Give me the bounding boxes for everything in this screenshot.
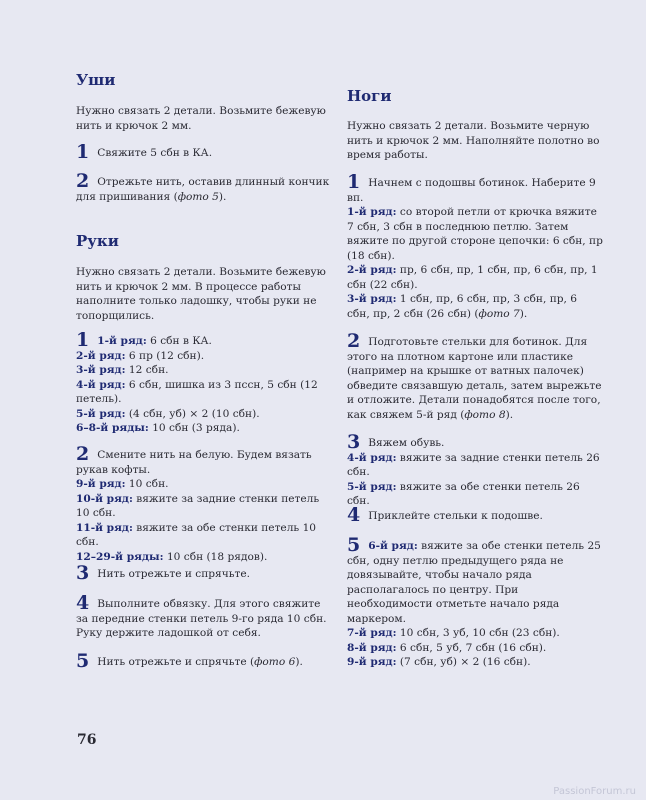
row-text: 6 сбн, 5 уб, 7 сбн (16 сбн).: [399, 641, 547, 654]
row-text: 10 сбн (3 ряда).: [152, 422, 240, 434]
step-text: Выполните обвязку. Для этого свяжите за передние стенки петель 9-го ряда 10 сбн. Руку держите ладошкой от себя.: [76, 598, 327, 639]
row-label: 1-й ряд:: [347, 206, 397, 218]
arms-intro: Нужно связать 2 детали. Возьмите бежевую нить и крючок 2 мм. В процессе работы наполните только ладошку, чтобы руки не топорщились.: [76, 266, 326, 322]
row-text: 12 сбн.: [128, 364, 169, 376]
row-text: вяжите за обе стенки петель 26 сбн.: [347, 480, 580, 507]
step-number: 5: [347, 534, 361, 556]
arms-step-5: [76, 650, 330, 672]
photo-ref: фото 6: [254, 656, 296, 668]
row-label: 2-й ряд:: [76, 349, 126, 362]
row-text-end: ).: [519, 307, 528, 320]
step-number: 1: [76, 329, 90, 351]
row-text: 1 сбн, пр, 6 сбн, пр, 3 сбн, пр, 6 сбн, пр, 2 сбн (26 сбн) (: [347, 293, 578, 320]
legs-step-5: [347, 534, 603, 670]
row-label: 9-й ряд:: [76, 478, 126, 490]
step-text: Нить отрежьте и спрячьте (: [97, 656, 255, 668]
row-text: вяжите за задние стенки петель 10 сбн.: [76, 492, 320, 519]
arms-step-4: [76, 592, 330, 641]
row-text: вяжите за обе стенки петель 10 сбн.: [76, 521, 317, 548]
row-label: 5-й ряд:: [347, 480, 397, 493]
step-text: Вяжем обувь.: [368, 437, 445, 449]
step-text: Подготовьте стельки для ботинок. Для этого на плотном картоне или пластике (например на крышке от ватных палочек) обведите связавшую деталь, затем вырежьте и отложите. Детали понадобятся после того, как свяжем 5-й ряд (: [347, 336, 602, 421]
step-number: 2: [76, 443, 90, 465]
step-text-end: ).: [218, 190, 227, 203]
step-number: 2: [347, 330, 361, 352]
row-label: 2-й ряд:: [347, 264, 397, 276]
step-text: Приклейте стельки к подошве.: [368, 510, 543, 522]
row-text: (7 сбн, уб) × 2 (16 сбн).: [399, 656, 531, 668]
step-text: Нить отрежьте и спрячьте.: [97, 568, 250, 580]
legs-step-4: [347, 504, 603, 526]
step-number: 5: [76, 650, 90, 672]
step-number: 2: [76, 170, 90, 192]
row-label: 6-й ряд:: [368, 540, 418, 552]
row-text: 10 сбн, 3 уб, 10 сбн (23 сбн).: [399, 627, 560, 639]
page-number: 76: [77, 732, 97, 748]
step-number: 4: [76, 592, 90, 614]
ears-step-2: [76, 170, 330, 204]
legs-intro: Нужно связать 2 детали. Возьмите черную нить и крючок 2 мм. Наполняйте полотно во время работы.: [347, 120, 600, 161]
row-text: 6 пр (12 сбн).: [128, 349, 205, 362]
legs-step-2: [347, 330, 603, 422]
arms-step-2: [76, 443, 330, 564]
ears-step-1: [76, 141, 330, 163]
step-number: 4: [347, 504, 361, 526]
step-text: Свяжите 5 сбн в КА.: [97, 147, 213, 159]
step-number: 1: [347, 171, 361, 193]
row-text: пр, 6 сбн, пр, 1 сбн, пр, 6 сбн, пр, 1 сбн (22 сбн).: [347, 264, 598, 291]
photo-ref: фото 5: [177, 190, 219, 203]
row-text: 6 сбн, шишка из 3 пссн, 5 сбн (12 петель).: [76, 378, 318, 405]
step-number: 3: [76, 562, 90, 584]
row-label: 1-й ряд:: [97, 335, 147, 347]
row-label: 11-й ряд:: [76, 521, 133, 534]
row-text: 10 сбн.: [128, 478, 169, 490]
legs-heading: Ноги: [347, 87, 392, 105]
row-label: 6–8-й ряды:: [76, 422, 149, 434]
arms-heading: Руки: [76, 232, 119, 250]
row-label: 8-й ряд:: [347, 641, 397, 654]
arms-step-3: [76, 562, 330, 584]
row-label: 7-й ряд:: [347, 627, 397, 639]
row-text: вяжите за задние стенки петель 26 сбн.: [347, 451, 600, 478]
ears-heading: Уши: [76, 71, 116, 89]
ears-intro: Нужно связать 2 детали. Возьмите бежевую нить и крючок 2 мм.: [76, 105, 326, 132]
row-label: 5-й ряд:: [76, 407, 126, 420]
legs-step-3: [347, 431, 603, 509]
watermark: PassionForum.ru: [553, 786, 636, 797]
step-number: 3: [347, 431, 361, 453]
step-text: Отрежьте нить, оставив длинный кончик для пришивания (: [76, 176, 330, 203]
row-text: 6 сбн в КА.: [150, 335, 212, 347]
legs-step-1: [347, 171, 603, 321]
step-text-end: ).: [295, 656, 303, 668]
row-label: 4-й ряд:: [76, 378, 126, 391]
row-label: 9-й ряд:: [347, 656, 397, 668]
row-label: 12–29-й ряды:: [76, 550, 164, 563]
step-text: Начнем с подошвы ботинок. Наберите 9 вп.: [347, 177, 596, 204]
photo-ref: фото 8: [464, 408, 506, 421]
row-label: 3-й ряд:: [76, 364, 126, 376]
row-label: 4-й ряд:: [347, 451, 397, 464]
row-text: со второй петли от крючка вяжите 7 сбн, 3 сбн в последнюю петлю. Затем вяжите по другой стороне цепочки: 6 сбн, пр (18 сбн).: [347, 206, 603, 262]
row-text: вяжите за обе стенки петель 25 сбн, одну петлю предыдущего ряда не довязывайте, чтобы начало ряда располагалось по центру. При необходимости отметьте начало ряда маркером.: [347, 540, 601, 625]
arms-step-1: [76, 329, 330, 436]
row-label: 3-й ряд:: [347, 293, 397, 305]
row-text: 10 сбн (18 рядов).: [166, 550, 268, 563]
step-number: 1: [76, 141, 90, 163]
photo-ref: фото 7: [478, 307, 520, 320]
step-text: Смените нить на белую. Будем вязать рукав кофты.: [76, 449, 312, 476]
step-text-end: ).: [505, 408, 514, 421]
row-label: 10-й ряд:: [76, 492, 133, 505]
row-text: (4 сбн, уб) × 2 (10 сбн).: [128, 407, 260, 420]
